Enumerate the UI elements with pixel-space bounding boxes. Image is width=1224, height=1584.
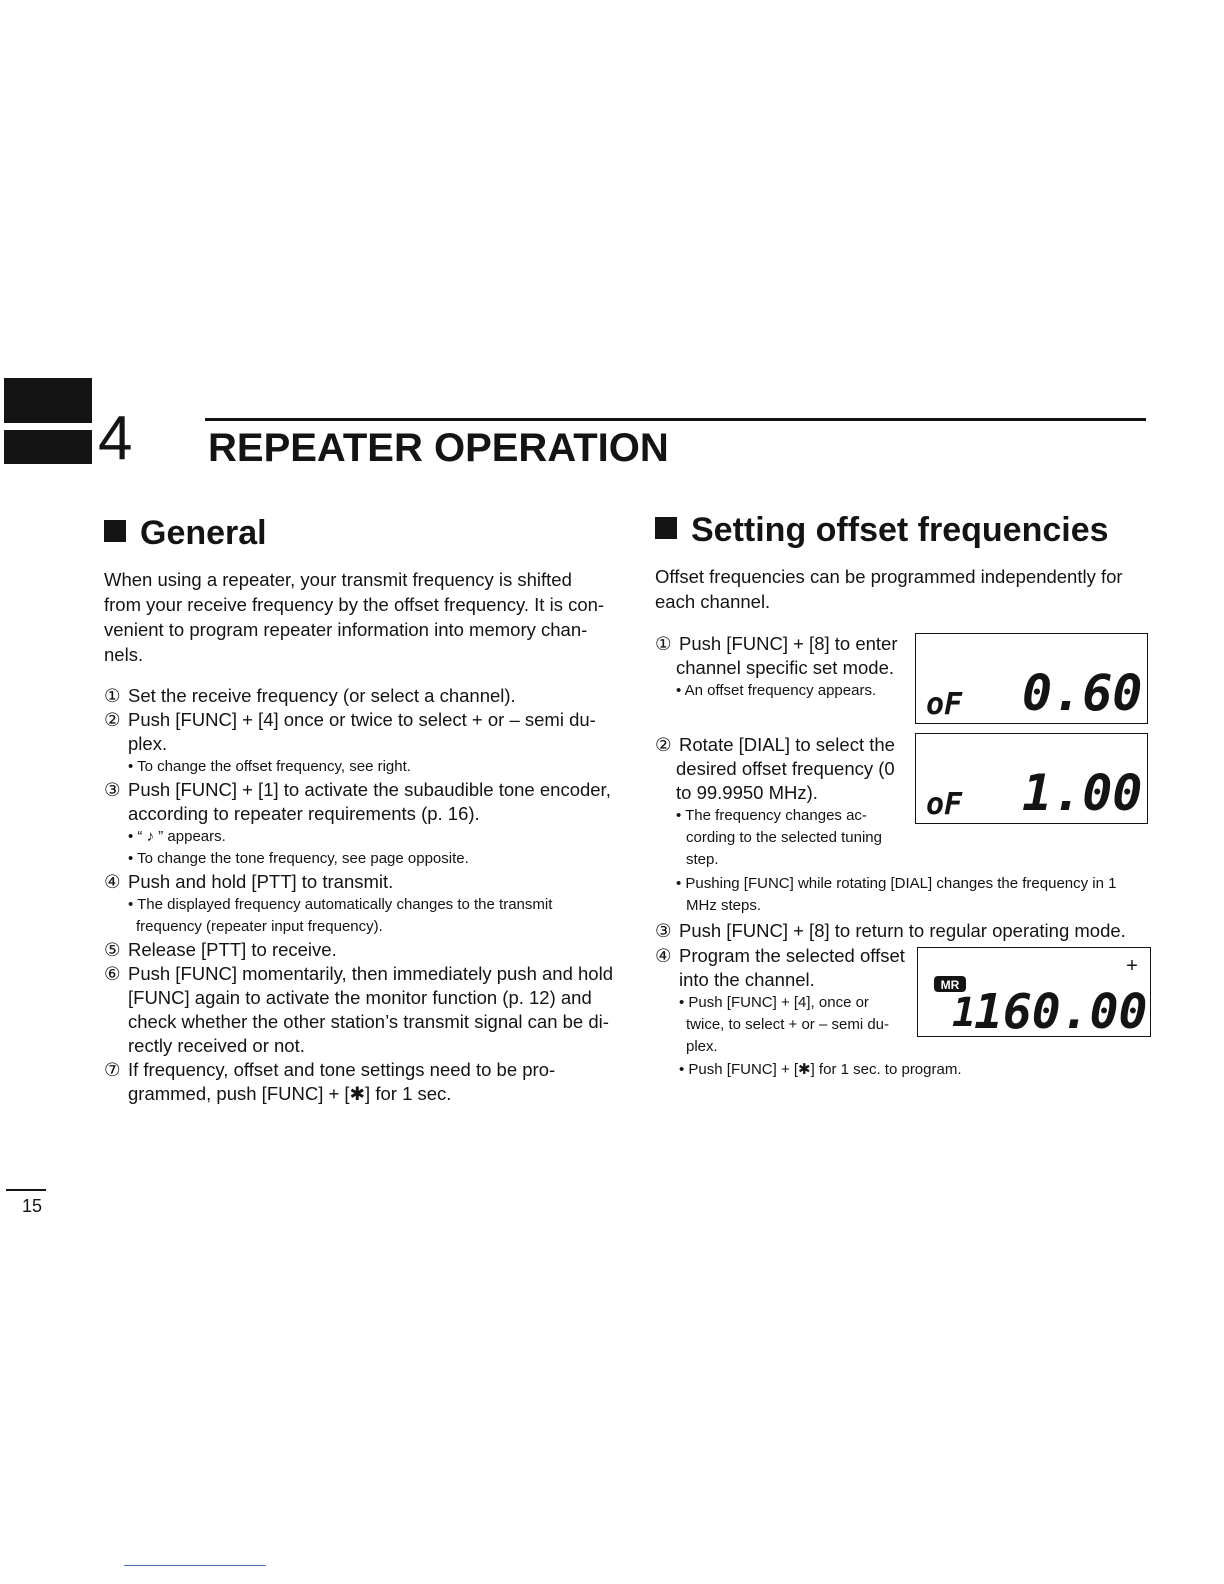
lcd-label: oF bbox=[926, 787, 963, 822]
chapter-tab-top bbox=[4, 378, 92, 423]
offset-intro: Offset frequencies can be programmed independently for each channel. bbox=[655, 566, 1123, 612]
step-5: ⑤ Release [PTT] to receive. bbox=[104, 939, 337, 960]
lcd-label: oF bbox=[926, 687, 963, 722]
lcd-value: 0.60 bbox=[1022, 664, 1143, 722]
general-intro: When using a repeater, your transmit frequency is shifted from your receive frequency by the offset frequency. It is con- venient to program repeater information into memory chan- nels. bbox=[104, 569, 605, 665]
offset-step-4: ④ Program the selected offset into the channel. • Push [FUNC] + [4], once or twice, to select + or – semi du- plex. bbox=[655, 945, 905, 1055]
step-7: ⑦ If frequency, offset and tone settings need to be pro- grammed, push [FUNC] + [✱] for 1 sec. bbox=[104, 1059, 556, 1104]
chapter-tab-bottom bbox=[4, 430, 92, 464]
offset-step-2-wide-note: • Pushing [FUNC] while rotating [DIAL] changes the frequency in 1 MHz steps. bbox=[676, 875, 1117, 914]
lcd-display-offset-060 bbox=[915, 633, 1148, 724]
offset-step-3: ③ Push [FUNC] + [8] to return to regular operating mode. bbox=[655, 920, 1126, 941]
lcd-prefix: 1 bbox=[952, 990, 977, 1036]
chapter-rule bbox=[205, 418, 1146, 421]
heading-square-icon bbox=[655, 517, 677, 539]
general-steps: ① Set the receive frequency (or select a channel). ② Push [FUNC] + [4] once or twice to select + or – semi du- plex. • To change the offset frequency, see right. ③ Push [FUNC] + [1] to activate the subaudible tone encoder, according to repeater requirements (p. 16). • “ ♪ ” appears. • To change the tone frequency, see page opposite. ④ Push and hold [PTT] to transmit. • The displayed frequency automatically changes to the transmit frequency (repeater input frequency). ⑤ Release [PTT] to receive. ⑥ Push [FUNC] momentarily, then immediately push and hold [FUNC] again to activate the monitor function (p. 12) and check whether the other station’s transmit signal can be di- rectly received or not. ⑦ If frequency, offset and tone settings need to be pro- grammed, push [FUNC] + [✱] for 1 sec. bbox=[104, 685, 613, 1104]
step-4: ④ Push and hold [PTT] to transmit. bbox=[104, 871, 394, 892]
lcd-display-offset-100 bbox=[915, 733, 1148, 824]
heading-square-icon bbox=[104, 520, 126, 542]
step-3: ③ Push [FUNC] + [1] to activate the subaudible tone encoder, according to repeater requirements (p. 16). bbox=[104, 779, 611, 824]
lcd-display-channel-16000 bbox=[917, 947, 1151, 1037]
step-1: ① Set the receive frequency (or select a channel). bbox=[104, 685, 516, 706]
offset-step-2: ② Rotate [DIAL] to select the desired offset frequency (0 to 99.9950 MHz). • The frequency changes ac- cording to the selected tuning step. bbox=[655, 734, 895, 868]
offset-step-1: ① Push [FUNC] + [8] to enter channel specific set mode. • An offset frequency appears. bbox=[655, 633, 898, 699]
step-2: ② Push [FUNC] + [4] once or twice to select + or – semi du- plex. bbox=[104, 709, 596, 754]
chapter-title: REPEATER OPERATION bbox=[208, 426, 669, 470]
page-number: 15 bbox=[22, 1196, 43, 1216]
page-number-rule bbox=[6, 1189, 46, 1191]
offset-step-4-program-note: • Push [FUNC] + [✱] for 1 sec. to program. bbox=[679, 1061, 962, 1078]
footer-line bbox=[124, 1565, 266, 1566]
offset-heading: Setting offset frequencies bbox=[655, 510, 1109, 550]
step-6: ⑥ Push [FUNC] momentarily, then immediately push and hold [FUNC] again to activate the monitor function (p. 12) and check whether the other station’s transmit signal can be di- rectly received or not. bbox=[104, 963, 613, 1056]
general-heading: General bbox=[104, 513, 267, 553]
lcd-value: 160.00 bbox=[974, 984, 1148, 1036]
chapter-number: 4 bbox=[98, 404, 133, 473]
mr-badge-label: MR bbox=[940, 978, 960, 992]
lcd-value: 1.00 bbox=[1022, 764, 1143, 822]
duplex-sign: + bbox=[1126, 955, 1138, 977]
